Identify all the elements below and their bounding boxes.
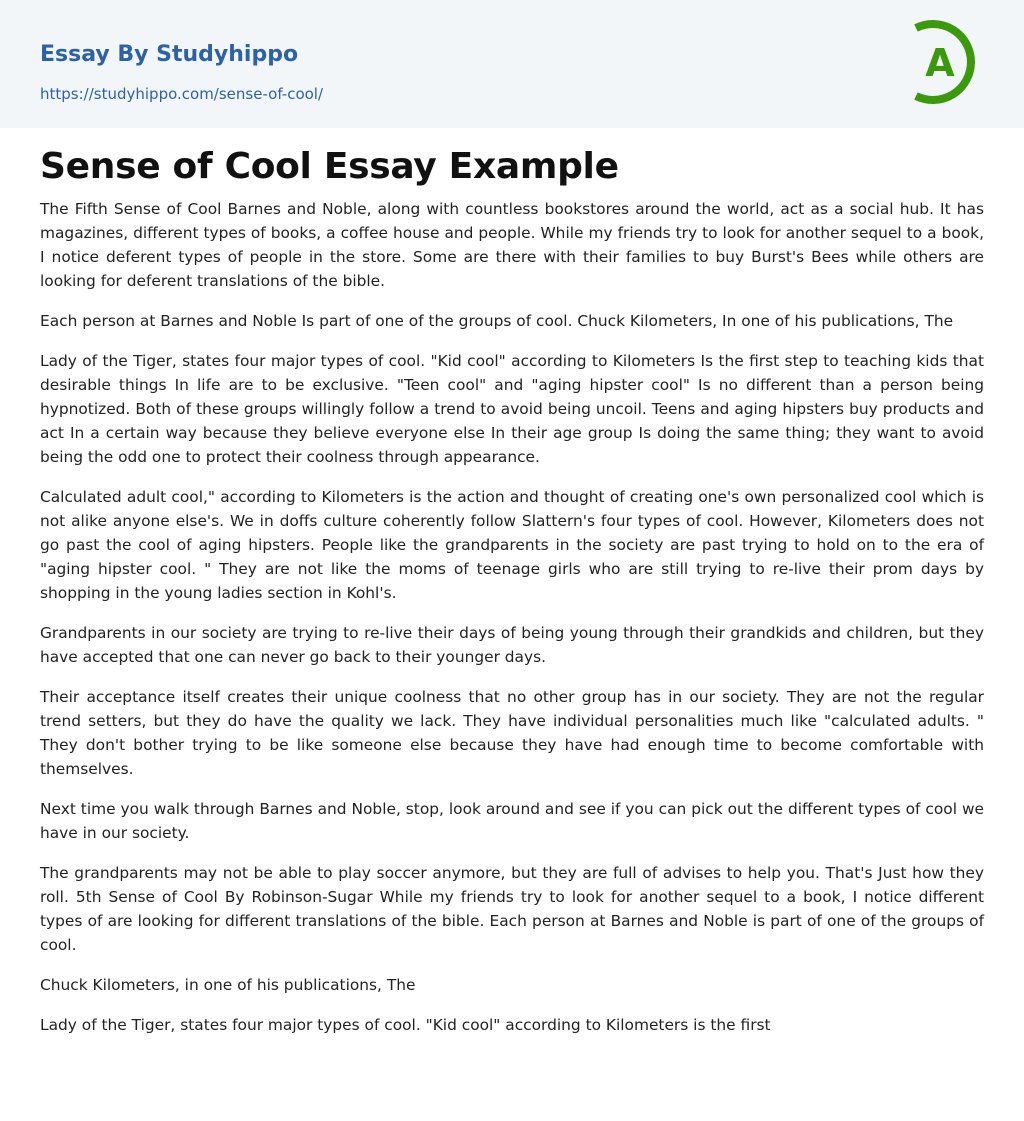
page-title: Sense of Cool Essay Example	[40, 146, 619, 187]
essay-url-link[interactable]: https://studyhippo.com/sense-of-cool/	[40, 85, 324, 103]
brand-name: Essay By Studyhippo	[40, 42, 299, 67]
studyhippo-logo-icon[interactable]	[904, 18, 988, 106]
essay-paragraph: Each person at Barnes and Noble Is part of one of the groups of cool. Chuck Kilometers, In one of his publications, The	[40, 312, 954, 330]
essay-paragraph: Grandparents in our society are trying to re-live their days of being young through their grandkids and children, but they have accepted that one can never go back to their younger days.	[40, 624, 984, 666]
essay-body	[40, 197, 984, 1037]
essay-paragraph: The Fifth Sense of Cool Barnes and Noble, along with countless bookstores around the world, act as a social hub. It has magazines, different types of books, a coffee house and people. While my friends try to look for another sequel to a book, I notice deferent types of people in the store. Some are there with their families to buy Burst's Bees while others are looking for deferent translations of the bible.	[40, 200, 984, 290]
essay-paragraph: Calculated adult cool," according to Kilometers is the action and thought of creating one's own personalized cool which is not alike anyone else's. We in doffs culture coherently follow Slattern's four types of cool. However, Kilometers does not go past the cool of aging hipsters. People like the grandparents in the society are past trying to hold on to the era of "aging hipster cool. " They are not like the moms of teenage girls who are still trying to re-live their prom days by shopping in the young ladies section in Kohl's.	[40, 488, 984, 602]
site-header	[0, 0, 1024, 128]
essay-paragraph: Chuck Kilometers, in one of his publications, The	[40, 976, 416, 994]
essay-paragraph: The grandparents may not be able to play soccer anymore, but they are full of advises to help you. That's Just how they roll. 5th Sense of Cool By Robinson-Sugar While my friends try to look for another sequel to a book, I notice different types of are looking for different translations of the bible. Each person at Barnes and Noble is part of one of the groups of cool.	[40, 864, 984, 954]
essay-content	[0, 146, 1024, 1037]
essay-paragraph: Lady of the Tiger, states four major types of cool. "Kid cool" according to Kilometers is the first	[40, 1016, 771, 1034]
essay-paragraph: Their acceptance itself creates their unique coolness that no other group has in our society. They are not the regular trend setters, but they do have the quality we lack. They have individual personalities much like "calculated adults. " They don't bother trying to be like someone else because they have had enough time to become comfortable with themselves.	[40, 688, 984, 778]
essay-paragraph: Lady of the Tiger, states four major types of cool. "Kid cool" according to Kilometers Is the first step to teaching kids that desirable things In life are to be exclusive. "Teen cool" and "aging hipster cool" Is no different than a person being hypnotized. Both of these groups willingly follow a trend to avoid being uncoil. Teens and aging hipsters buy products and act In a certain way because they believe everyone else In their age group Is doing the same thing; they want to avoid being the odd one to protect their coolness through appearance.	[40, 352, 984, 466]
svg-text:A: A	[925, 41, 955, 85]
essay-paragraph: Next time you walk through Barnes and Noble, stop, look around and see if you can pick out the different types of cool we have in our society.	[40, 800, 984, 842]
